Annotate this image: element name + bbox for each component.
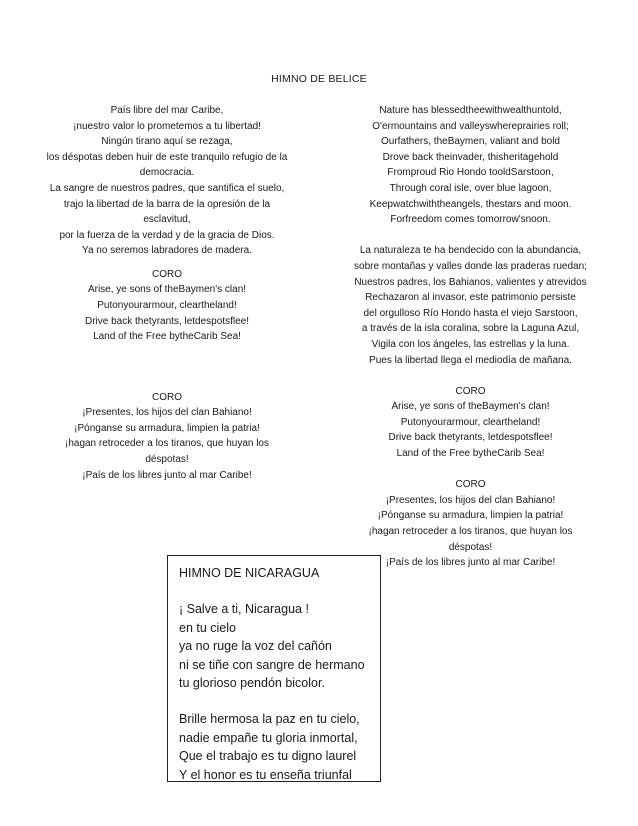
nicaragua-stanza-1 <box>179 600 380 692</box>
verse-line: Ningún tirano aquí se rezaga, <box>101 136 233 148</box>
verse-line: sobre montañas y valles donde las praderas ruedan; <box>354 260 587 272</box>
verse-line: Rechazaron al invasor, este patrimonio persiste <box>365 292 576 304</box>
chorus-line: Putonyourarmour, cleartheland! <box>97 299 237 311</box>
chorus-line: Putonyourarmour, cleartheland! <box>400 416 541 428</box>
chorus-line: Land of the Free bytheCarib Sea! <box>93 331 241 343</box>
stanza-line: ya no ruge la voz del cañón <box>179 639 332 654</box>
verse-line: por la fuerza de la verdad y de la gracia de Dios. <box>59 229 275 241</box>
verse-line: ¡nuestro valor lo prometemos a tu libertad! <box>73 120 261 132</box>
verse-line: democracia. <box>139 167 195 179</box>
nicaragua-anthem-box <box>167 555 381 782</box>
chorus-line: ¡Presentes, los hijos del clan Bahiano! <box>385 494 556 506</box>
verse-line: Through coral isle, over blue lagoon, <box>389 182 552 194</box>
chorus-line: ¡País de los libres junto al mar Caribe! <box>385 557 556 569</box>
belice-left-column <box>32 103 302 483</box>
chorus-line: Arise, ye sons of theBaymen's clan! <box>87 284 247 296</box>
belice-right-verse-es <box>333 243 608 368</box>
chorus-line: Drive back thetyrants, letdespotsflee! <box>85 315 249 327</box>
stanza-line: Que el trabajo es tu digno laurel <box>179 749 357 764</box>
chorus-heading: CORO <box>152 391 182 403</box>
verse-line: Vigila con los ángeles, las estrellas y la luna. <box>371 338 570 350</box>
verse-line: trajo la libertad de la barra de la opresión de la <box>63 198 271 210</box>
chorus-line: ¡Pónganse su armadura, limpien la patria! <box>377 510 564 522</box>
chorus-line: ¡hagan retroceder a los tiranos, que huyan los <box>368 526 573 538</box>
stanza-line: ¡ Salve a ti, Nicaragua ! <box>179 602 309 617</box>
belice-left-chorus-es <box>32 390 302 484</box>
verse-line: Keepwatchwiththeangels, thestars and moon. <box>369 198 572 210</box>
verse-line: a través de la isla coralina, sobre la Laguna Azul, <box>361 323 580 335</box>
verse-line: Fromproud Rio Hondo tooldSarstoon, <box>387 167 554 179</box>
belice-title: HIMNO DE BELICE <box>271 73 367 85</box>
chorus-line: ¡hagan retroceder a los tiranos, que huyan los <box>64 438 269 450</box>
verse-line: O'ermountains and valleyswhereprairies roll; <box>372 120 569 132</box>
stanza-line: Y el honor es tu enseña triunfal <box>179 767 352 782</box>
verse-line: Drove back theinvader, thisheritagehold <box>382 151 559 163</box>
stanza-line: ni se tiñe con sangre de hermano <box>179 657 365 672</box>
chorus-line: ¡Presentes, los hijos del clan Bahiano! <box>82 407 252 419</box>
verse-line: los déspotas deben huir de este tranquilo refugio de la <box>46 151 288 163</box>
verse-line: Ourfathers, theBaymen, valiant and bold <box>381 136 560 148</box>
belice-left-chorus-en <box>32 267 302 345</box>
chorus-line: Arise, ye sons of theBaymen's clan! <box>391 401 550 413</box>
chorus-line: déspotas! <box>145 454 189 466</box>
stanza-line: Brille hermosa la paz en tu cielo, <box>179 712 360 727</box>
chorus-heading: CORO <box>455 479 486 491</box>
belice-right-chorus-en <box>333 384 608 462</box>
stanza-line: en tu cielo <box>179 620 236 635</box>
chorus-line: Drive back thetyrants, letdespotsflee! <box>388 432 553 444</box>
verse-line: La naturaleza te ha bendecido con la abundancia, <box>359 245 582 257</box>
verse-line: Pues la libertad llega el mediodía de mañana. <box>369 354 572 366</box>
chorus-heading: CORO <box>455 385 486 397</box>
verse-line: Nuestros padres, los Bahianos, valientes y atrevidos <box>354 276 587 288</box>
belice-right-verse-en <box>333 103 608 228</box>
belice-right-column <box>333 103 608 571</box>
verse-line: Nature has blessedtheewithwealthuntold, <box>379 105 562 116</box>
chorus-line: ¡País de los libres junto al mar Caribe! <box>82 469 252 481</box>
verse-line: esclavitud, <box>143 214 191 226</box>
nicaragua-stanza-2 <box>179 710 380 784</box>
verse-line: Ya no seremos labradores de madera. <box>82 245 252 257</box>
nicaragua-title: HIMNO DE NICARAGUA <box>179 566 320 580</box>
chorus-line: ¡Pónganse su armadura, limpien la patria! <box>74 422 260 434</box>
verse-line: La sangre de nuestros padres, que santifica el suelo, <box>49 182 285 194</box>
chorus-line: déspotas! <box>448 541 493 553</box>
verse-line: del orgulloso Río Hondo hasta el viejo Sarstoon, <box>363 307 578 319</box>
stanza-line: nadie empañe tu gloria inmortal, <box>179 730 358 745</box>
chorus-heading: CORO <box>152 268 182 280</box>
verse-line: Forfreedom comes tomorrow'snoon. <box>390 214 551 226</box>
chorus-line: Land of the Free bytheCarib Sea! <box>396 448 545 460</box>
belice-left-verse <box>32 103 302 259</box>
stanza-line: tu glorioso pendón bicolor. <box>179 676 325 691</box>
verse-line: País libre del mar Caribe, <box>110 105 224 116</box>
